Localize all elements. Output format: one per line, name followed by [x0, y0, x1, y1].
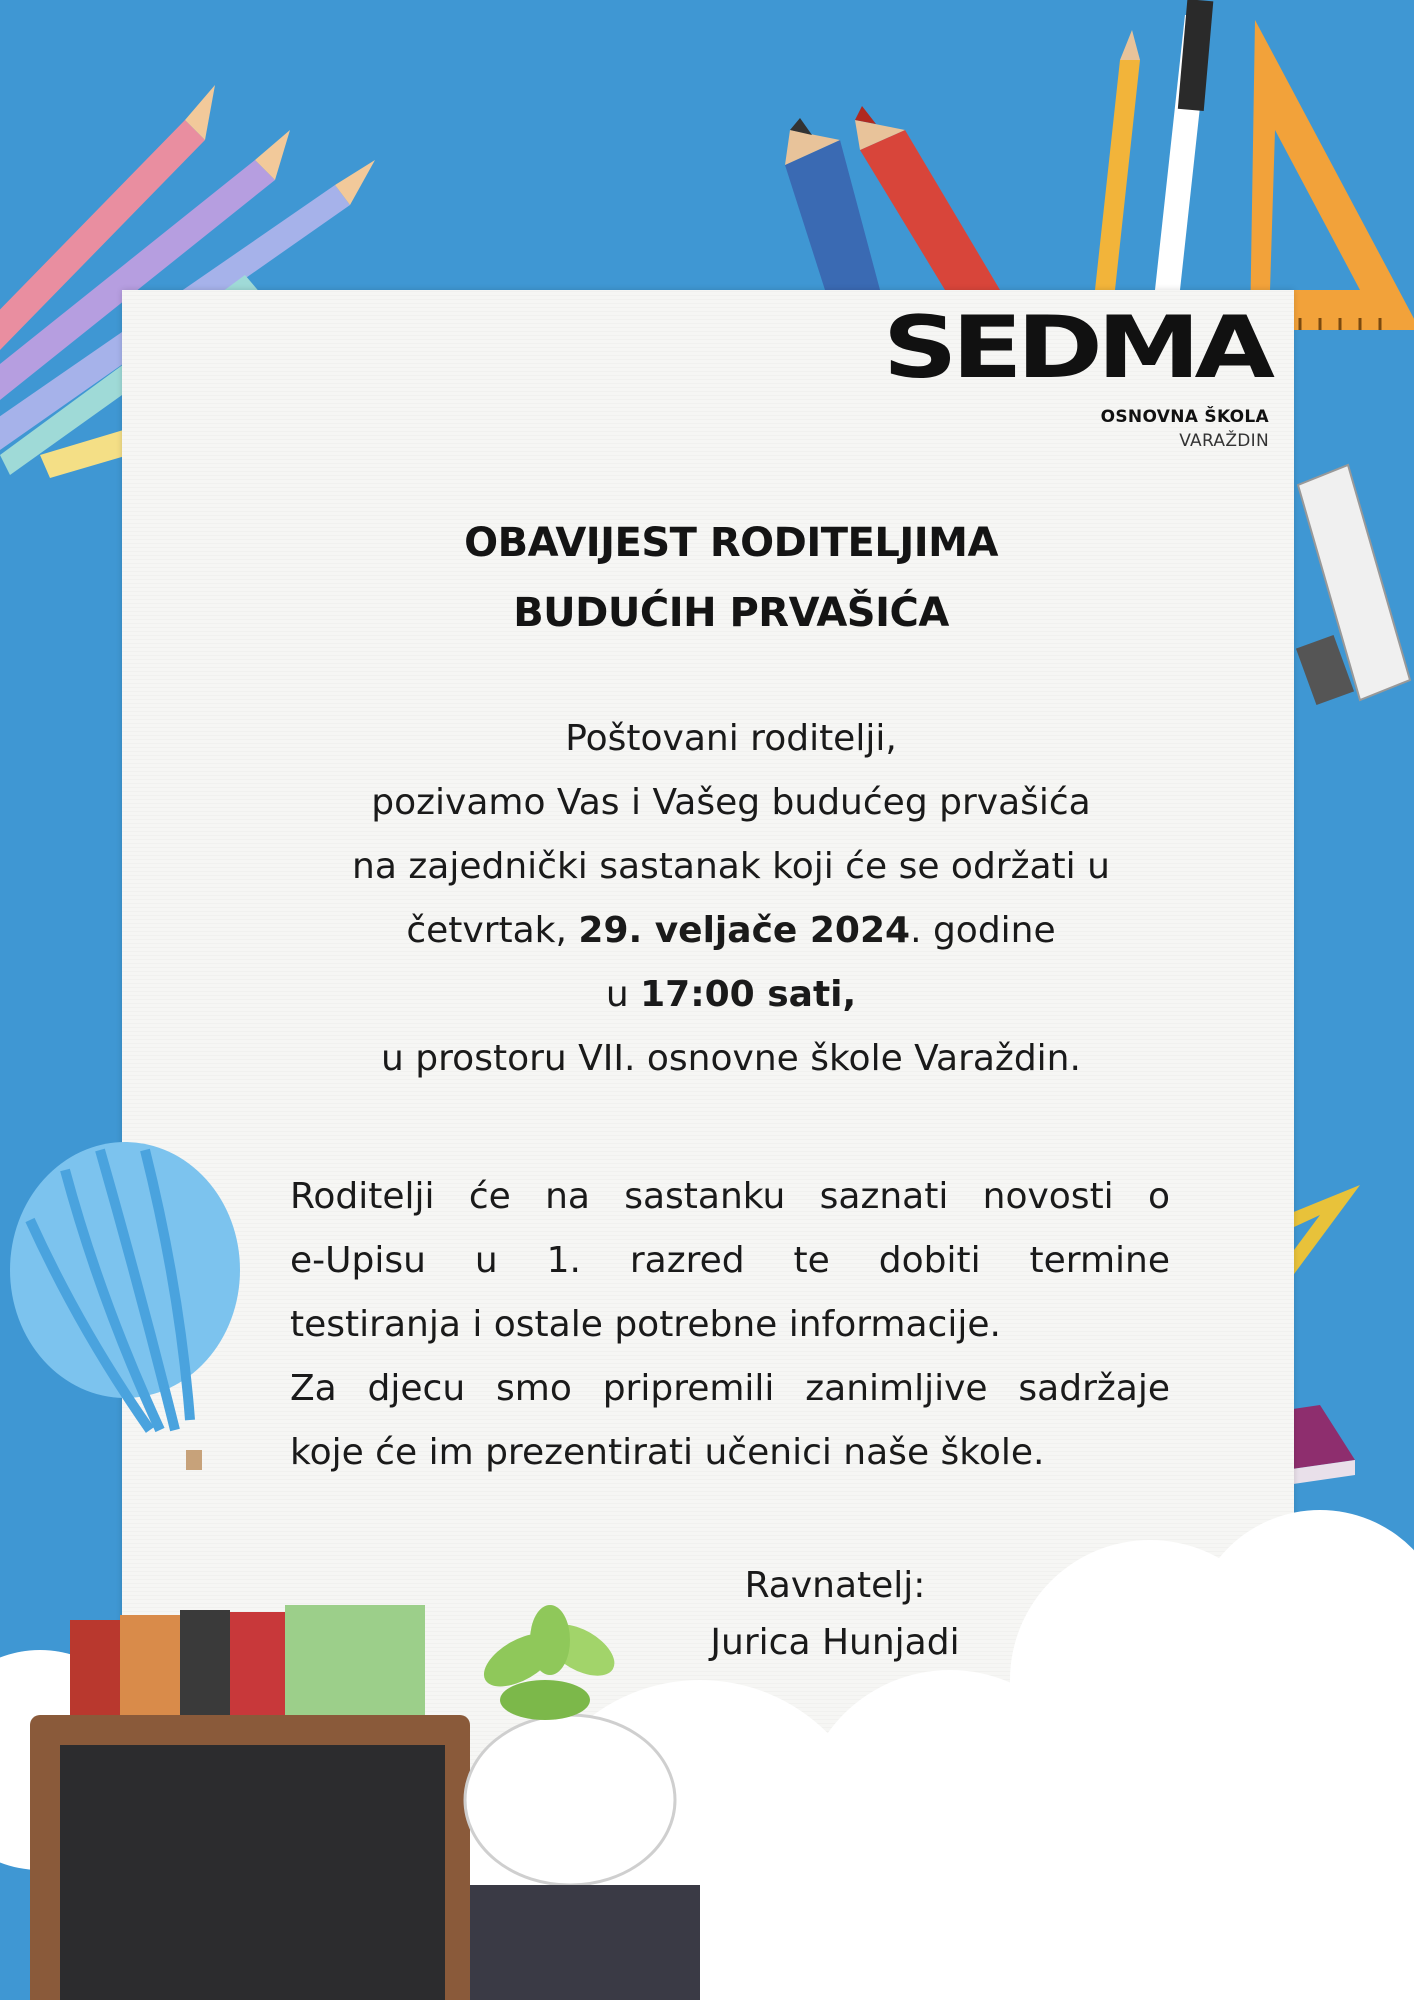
date-prefix: četvrtak, — [406, 910, 579, 951]
time-prefix: u — [605, 974, 641, 1015]
info-paragraph — [290, 1165, 1170, 1485]
chalkboard-illustration — [30, 1715, 470, 2000]
location-line: u prostoru VII. osnovne škole Varaždin. — [381, 1038, 1081, 1079]
info-line: testiranja i ostale potrebne informacije. — [290, 1304, 1001, 1345]
info-line: Roditelji će na sastanku saznati novosti o — [290, 1176, 1170, 1217]
meeting-line: na zajednički sastanak koji će se održati u — [352, 846, 1110, 887]
logo-city: VARAŽDIN — [1179, 431, 1269, 451]
info-line: Za djecu smo pripremili zanimljive sadržaje — [290, 1368, 1170, 1409]
meeting-date: 29. veljače 2024 — [578, 910, 911, 951]
hot-air-balloon-illustration — [10, 1142, 240, 1470]
logo-wordmark: SEDMA — [882, 297, 1269, 398]
time-line — [250, 974, 1212, 1015]
date-suffix: . godine — [910, 910, 1056, 951]
info-line: koje će im prezentirati učenici naše škole. — [290, 1432, 1045, 1473]
signature-name: Jurica Hunjadi — [710, 1622, 960, 1663]
signature-role: Ravnatelj: — [744, 1565, 926, 1606]
notice-title-line2: BUDUĆIH PRVAŠIĆA — [513, 590, 949, 636]
school-logo — [855, 297, 1275, 460]
books-stack-illustration — [70, 1605, 425, 1730]
logo-school-type: OSNOVNA ŠKOLA — [1100, 407, 1269, 427]
notice-title-line1: OBAVIJEST RODITELJIMA — [464, 520, 998, 566]
meeting-time: 17:00 sati, — [640, 974, 857, 1015]
info-line: e-Upisu u 1. razred te dobiti termine — [290, 1240, 1170, 1281]
potted-plant-illustration — [465, 1605, 700, 2000]
invitation-line: pozivamo Vas i Vašeg budućeg prvašića — [371, 782, 1091, 823]
greeting-line: Poštovani roditelji, — [565, 718, 897, 759]
date-line — [250, 910, 1212, 951]
